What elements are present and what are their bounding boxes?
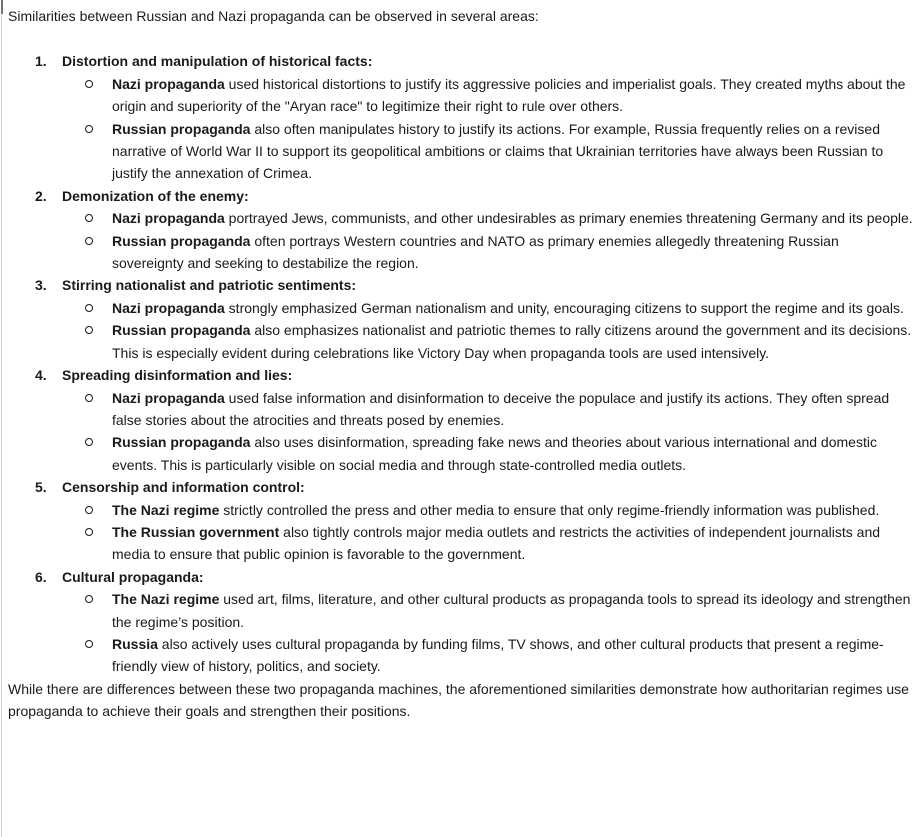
section-title: Censorship and information control (62, 479, 301, 496)
section-heading (8, 50, 915, 72)
item-body: portrayed Jews, communists, and other undesirables as primary enemies threatening Germany and its people. (224, 210, 913, 227)
list-item (8, 230, 915, 275)
section-title: Spreading disinformation and lies (62, 367, 288, 384)
circle-bullet-icon (85, 326, 93, 334)
list-item-text (112, 300, 904, 316)
item-lead: Russian propaganda (112, 322, 251, 339)
closing-paragraph: While there are differences between these two propaganda machines, the aforementioned similarities demonstrate how authoritarian regimes use propaganda to achieve their goals and strengthen their positions. (8, 680, 909, 720)
item-body: also actively uses cultural propaganda by funding films, TV shows, and other cultural products that present a regime-friendly view of history, politics, and society. (112, 635, 884, 675)
page-left-edge-line (1, 0, 2, 837)
item-lead: Russian propaganda (112, 120, 251, 137)
list-section (8, 566, 915, 678)
section-title: Demonization of the enemy (62, 187, 245, 204)
item-body: used historical distortions to justify its aggressive policies and imperialist goals. They created myths about the origin and superiority of the "Aryan race" to legitimize their right to rule over others. (112, 75, 906, 115)
list-item (8, 207, 915, 229)
item-body: also emphasizes nationalist and patriotic themes to rally citizens around the government and its decisions. This is especially evident during celebrations like Victory Day when propaganda tools are used intensively. (112, 322, 912, 361)
section-colon: : (367, 53, 373, 70)
list-item (8, 73, 915, 118)
item-lead: Nazi propaganda (112, 299, 225, 316)
item-body: also uses disinformation, spreading fake news and theories about various international and domestic events. This is particularly visible on social media and through state-controlled media outlets. (112, 434, 877, 473)
circle-bullet-icon (85, 595, 93, 603)
section-number: 6. (35, 568, 47, 585)
bullet-sublist (8, 387, 915, 477)
item-body: often portrays Western countries and NATO as primary enemies allegedly threatening Russian sovereignty and seeking to destabilize the region. (112, 232, 839, 272)
section-colon: : (198, 568, 204, 585)
item-lead: Russian propaganda (112, 232, 251, 249)
bullet-sublist (8, 207, 915, 274)
item-lead: Russia (112, 635, 158, 652)
page-left-edge-cap (1, 0, 3, 14)
list-item (8, 387, 915, 432)
list-item-text (112, 434, 877, 472)
bullet-sublist (8, 588, 915, 678)
list-item (8, 521, 915, 566)
list-item (8, 431, 915, 476)
item-lead: Russian propaganda (112, 434, 251, 451)
list-section (8, 50, 915, 184)
item-lead: Nazi propaganda (112, 210, 225, 227)
section-heading (8, 364, 915, 386)
bullet-sublist (8, 73, 915, 185)
section-title: Stirring nationalist and patriotic sentiments (62, 277, 352, 294)
list-item (8, 319, 915, 364)
list-item-text (112, 591, 910, 629)
list-item-text (112, 502, 879, 518)
item-body: used art, films, literature, and other cultural products as propaganda tools to spread its ideology and strengthen the regime’s position. (112, 591, 911, 630)
circle-bullet-icon (85, 528, 93, 536)
circle-bullet-icon (85, 394, 93, 402)
item-lead: The Russian government (112, 523, 280, 540)
intro-paragraph: Similarities between Russian and Nazi propaganda can be observed in several areas: (8, 8, 539, 24)
bullet-sublist (8, 499, 915, 566)
circle-bullet-icon (85, 214, 93, 222)
section-heading (8, 476, 915, 498)
numbered-list (8, 50, 915, 677)
list-item-text (112, 322, 911, 360)
list-item (8, 499, 915, 521)
circle-bullet-icon (85, 80, 93, 88)
section-heading (8, 274, 915, 296)
list-item-text (112, 636, 884, 674)
list-item (8, 297, 915, 319)
list-item-text (112, 76, 905, 114)
item-body: strictly controlled the press and other media to ensure that only regime-friendly information was published. (219, 501, 880, 518)
section-number: 1. (35, 53, 47, 70)
section-title: Distortion and manipulation of historical facts (62, 53, 368, 70)
circle-bullet-icon (85, 640, 93, 648)
section-colon: : (300, 479, 305, 496)
circle-bullet-icon (85, 304, 93, 312)
section-colon: : (287, 367, 293, 384)
list-item-text (112, 390, 889, 428)
item-body: also often manipulates history to justify its actions. For example, Russia frequently relies on a revised narrative of World War II to support its geopolitical ambitions or claims that Ukrainian territories have always been Russian to justify the annexation of Crimea. (112, 120, 884, 182)
list-item-text (112, 121, 883, 182)
section-number: 3. (35, 277, 47, 294)
list-item (8, 633, 915, 678)
list-item-text (112, 210, 913, 226)
section-colon: : (244, 187, 249, 204)
circle-bullet-icon (85, 506, 93, 514)
list-section (8, 476, 915, 566)
section-number: 4. (35, 367, 47, 384)
list-item (8, 588, 915, 633)
item-lead: The Nazi regime (112, 591, 220, 608)
item-body: strongly emphasized German nationalism and unity, encouraging citizens to support the regime and its goals. (224, 299, 904, 316)
section-title: Cultural propaganda (62, 568, 199, 585)
list-section (8, 364, 915, 476)
circle-bullet-icon (85, 125, 93, 133)
section-heading (8, 566, 915, 588)
item-lead: The Nazi regime (112, 501, 220, 518)
list-item-text (112, 233, 839, 271)
item-body: used false information and disinformation to deceive the populace and justify its actions. They often spread false stories about the atrocities and threats posed by enemies. (112, 389, 890, 428)
bullet-sublist (8, 297, 915, 364)
item-body: also tightly controls major media outlets and restricts the activities of independent journalists and media to ensure that public opinion is favorable to the government. (112, 523, 881, 563)
circle-bullet-icon (85, 237, 93, 245)
section-colon: : (351, 277, 357, 294)
list-item-text (112, 524, 880, 562)
item-lead: Nazi propaganda (112, 75, 225, 92)
section-heading (8, 185, 915, 207)
list-section (8, 274, 915, 364)
section-number: 5. (35, 479, 47, 496)
section-number: 2. (35, 187, 47, 204)
circle-bullet-icon (85, 438, 93, 446)
list-section (8, 185, 915, 275)
list-item (8, 118, 915, 185)
item-lead: Nazi propaganda (112, 389, 225, 406)
